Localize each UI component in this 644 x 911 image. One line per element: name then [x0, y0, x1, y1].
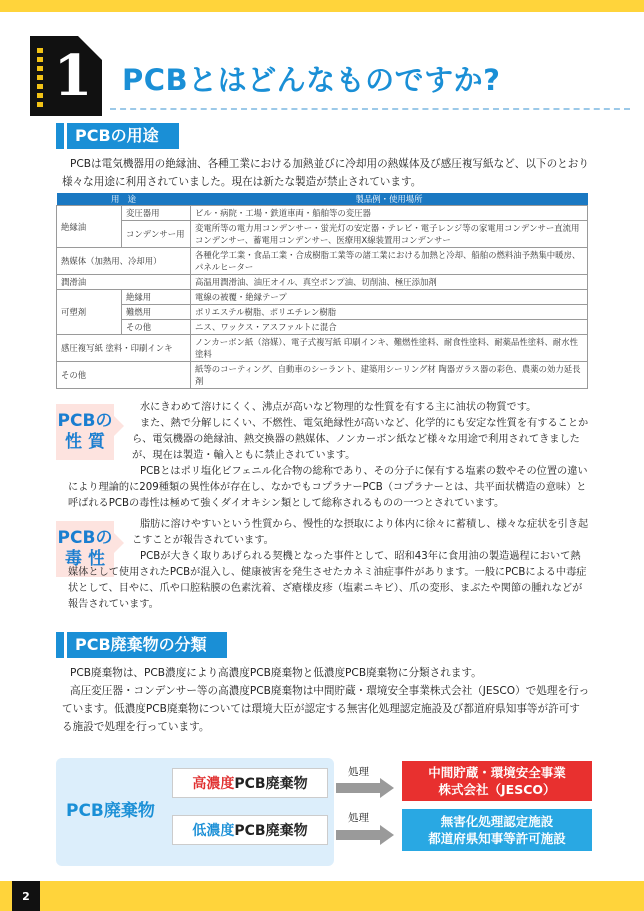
table-cell: 絶縁用 — [122, 290, 191, 305]
table-row — [57, 290, 588, 305]
property-text-2: また、熱で分解しにくい、不燃性、電気絶縁性が高いなど、化学的にも安定な性質を有することから、電気機器の絶縁油、熱交換器の熱媒体、ノンカーボン紙など様々な用途で利用されてきましたが、現在は製造・輸入ともに禁止されています。 — [132, 418, 589, 461]
section-heading-use — [56, 123, 179, 149]
section-heading-use-label: PCBの用途 — [67, 123, 179, 149]
use-intro-text: PCBは電気機器用の絶縁油、各種工業における加熱並びに冷却用の熱媒体及び感圧複写紙など、以下のとおり様々な用途に利用されていました。現在は新たな製造が禁止されています。 — [62, 158, 589, 188]
chapter-title-rule — [110, 108, 630, 110]
film-dots-decoration — [37, 48, 43, 111]
toxicity-label-line2: 毒 性 — [65, 549, 105, 569]
table-row — [57, 320, 588, 335]
table-cell: 変圧器用 — [122, 206, 191, 221]
table-row — [57, 335, 588, 362]
arrow-right-icon — [336, 778, 396, 798]
dest-jesco-line2: 株式会社（JESCO） — [438, 782, 556, 797]
high-prefix: 高濃度 — [192, 776, 235, 792]
table-cell: 変電所等の電力用コンデンサー・蛍光灯の安定器・テレビ・電子レンジ等の家電用コンデンサー直流用コンデンサー、蓄電用コンデンサー、医療用X線装置用コンデンサー — [191, 221, 588, 248]
dest-permitted-facility-box — [402, 809, 592, 851]
diagram-main-label: PCB廃棄物 — [66, 801, 155, 821]
arrow-label-low: 処理 — [348, 812, 369, 824]
table-row — [57, 362, 588, 389]
chapter-title: PCBとはどんなものですか? — [122, 63, 501, 97]
property-text-3: PCBとはポリ塩化ビフェニル化合物の総称であり、その分子に保有する塩素の数やその位置の違いにより理論的に209種類の異性体が存在し、なかでもコプラナーPCB（コプラナーとは、共平面状構造の意味）と呼ばれるPCBの毒性は極めて強くダイオキシン類として総称されるものの一つとされています。 — [68, 466, 588, 509]
property-text-1: 水にきわめて溶けにくく、沸点が高いなど物理的な性質を有する主に油状の物質です。 — [140, 402, 537, 413]
dest-jesco-line1: 中間貯蔵・環境安全事業 — [428, 765, 566, 780]
table-cell: 潤滑油 — [57, 275, 191, 290]
chapter-number: 1 — [53, 43, 93, 109]
header-use: 用 途 — [57, 193, 191, 206]
section-heading-waste-label: PCB廃棄物の分類 — [67, 632, 227, 658]
bottom-color-band — [0, 881, 644, 911]
property-label-line2: 性 質 — [65, 432, 105, 452]
table-row — [57, 305, 588, 320]
property-label — [56, 404, 114, 460]
page-number: 2 — [12, 881, 40, 911]
low-prefix: 低濃度 — [192, 823, 235, 839]
section-heading-waste — [56, 632, 227, 658]
table-cell: ポリエステル樹脂、ポリエチレン樹脂 — [191, 305, 588, 320]
table-cell: 熱媒体（加熱用、冷却用） — [57, 248, 191, 275]
table-cell: 電線の被覆・絶縁テープ — [191, 290, 588, 305]
table-cell: 各種化学工業・食品工業・合成樹脂工業等の諸工業における加熱と冷却、船舶の燃料油予熱集中暖房、パネルヒーター — [191, 248, 588, 275]
table-cell: その他 — [122, 320, 191, 335]
table-cell: 難燃用 — [122, 305, 191, 320]
top-color-band — [0, 0, 644, 12]
use-table-header — [57, 193, 588, 206]
toxicity-text-1: 脂肪に溶けやすいという性質から、慢性的な摂取により体内に徐々に蓄積し、様々な症状を引き起こすことが報告されています。 — [132, 519, 589, 546]
table-cell: ビル・病院・工場・鉄道車両・船舶等の変圧器 — [191, 206, 588, 221]
waste-text-2: 高圧変圧器・コンデンサー等の高濃度PCB廃棄物は中間貯蔵・環境安全事業株式会社（JESCO）で処理を行っています。低濃度PCB廃棄物については環境大臣が認定する無害化処理認定施設及び都道府県知事等が許可する施設で処理を行っています。 — [62, 685, 590, 733]
low-suffix: PCB廃棄物 — [234, 823, 308, 839]
dest-permitted-line1: 無害化処理認定施設 — [440, 814, 554, 829]
table-cell: ノンカーボン紙（溶媒）、電子式複写紙 印刷インキ、難燃性塗料、耐食性塗料、耐薬品性塗料、耐水性塗料 — [191, 335, 588, 362]
toxicity-label-line1: PCBの — [57, 528, 113, 548]
table-row — [57, 275, 588, 290]
table-row — [57, 248, 588, 275]
waste-text-1: PCB廃棄物は、PCB濃度により高濃度PCB廃棄物と低濃度PCB廃棄物に分類されます。 — [70, 667, 482, 679]
use-table — [56, 193, 588, 389]
table-cell: 紙等のコーティング、自動車のシーラント、建築用シーリング材 陶器ガラス器の彩色、農薬の効力延長剤 — [191, 362, 588, 389]
table-row — [57, 206, 588, 221]
property-label-line1: PCBの — [57, 411, 113, 431]
table-cell: その他 — [57, 362, 191, 389]
header-examples: 製品例・使用場所 — [191, 193, 588, 206]
table-cell: コンデンサー用 — [122, 221, 191, 248]
high-concentration-waste-box — [172, 768, 328, 798]
table-cell: 高温用潤滑油、油圧オイル、真空ポンプ油、切削油、極圧添加剤 — [191, 275, 588, 290]
low-concentration-waste-box — [172, 815, 328, 845]
table-cell: 絶縁油 — [57, 206, 122, 248]
table-cell: 感圧複写紙 塗料・印刷インキ — [57, 335, 191, 362]
arrow-right-icon — [336, 825, 396, 845]
high-suffix: PCB廃棄物 — [234, 776, 308, 792]
table-cell: ニス、ワックス・アスファルトに混合 — [191, 320, 588, 335]
dest-jesco-box — [402, 761, 592, 801]
table-cell: 可塑剤 — [57, 290, 122, 335]
table-row — [57, 221, 588, 248]
arrow-label-high: 処理 — [348, 766, 369, 778]
dest-permitted-line2: 都道府県知事等許可施設 — [428, 831, 566, 846]
toxicity-text-2: PCBが大きく取りあげられる契機となった事件として、昭和43年に食用油の製造過程において熱媒体として使用されたPCBが混入し、健康被害を発生させたカネミ油症事件があります。一般にPCBによる中毒症状として、目やに、爪や口腔粘膜の色素沈着、ざ瘡様皮疹（塩素ニキビ）、爪の変形、まぶたや関節の腫れなどが報告されています。 — [68, 551, 587, 610]
chapter-box-corner — [78, 36, 102, 60]
